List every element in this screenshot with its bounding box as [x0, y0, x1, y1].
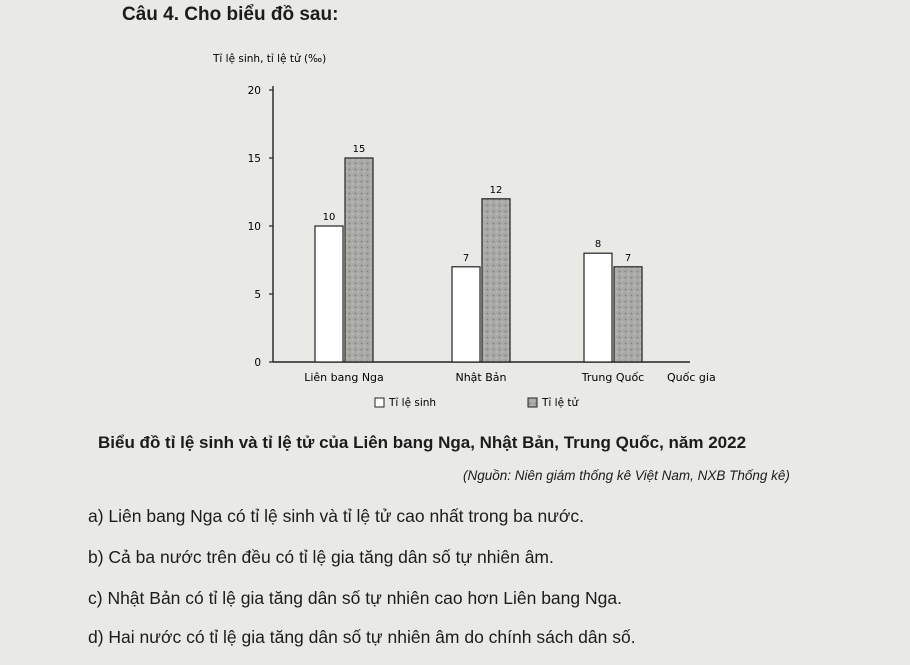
y-tick-label-2: 10 [247, 221, 261, 233]
x-tick-label-0: Liên bang Nga [304, 371, 384, 384]
bar-1-0 [452, 267, 480, 362]
y-tick-label-0: 0 [254, 357, 261, 369]
question-title: Câu 4. Cho biểu đồ sau: [122, 4, 339, 25]
y-tick-label-3: 15 [247, 153, 261, 165]
chart-caption: Biểu đồ tỉ lệ sinh và tỉ lệ tử của Liên bang Nga, Nhật Bản, Trung Quốc, năm 2022 [98, 433, 747, 452]
data-label-1-0: 7 [462, 252, 470, 264]
bar-2-1 [614, 267, 642, 362]
bar-1-1 [482, 199, 510, 362]
legend-label-0: Tỉ lệ sinh [389, 397, 437, 409]
chart-source: (Nguồn: Niên giám thống kê Việt Nam, NXB Thống kê) [463, 468, 790, 483]
data-label-1-1: 12 [489, 184, 503, 196]
bar-0-1 [345, 158, 373, 362]
statement-d: d) Hai nước có tỉ lệ gia tăng dân số tự nhiên âm do chính sách dân số. [88, 627, 636, 647]
data-label-0-1: 15 [352, 144, 366, 155]
y-axis-title: Tỉ lệ sinh, tỉ lệ tử (‰) [213, 53, 327, 65]
x-tick-label-1: Nhật Bản [455, 371, 507, 384]
data-label-2-1: 7 [624, 252, 632, 264]
bar-2-0 [584, 253, 612, 362]
y-tick-label-1: 5 [254, 289, 261, 301]
legend-label-1: Tỉ lệ tử [542, 397, 579, 409]
x-axis-title: Quốc gia [667, 371, 716, 384]
statement-c: c) Nhật Bản có tỉ lệ gia tăng dân số tự nhiên cao hơn Liên bang Nga. [88, 588, 622, 608]
x-tick-label-2: Trung Quốc [581, 371, 645, 384]
legend-swatch-1 [528, 398, 537, 407]
data-label-2-0: 8 [594, 239, 602, 251]
data-label-0-0: 10 [322, 212, 336, 223]
bar-0-0 [315, 226, 343, 362]
statement-b: b) Cả ba nước trên đều có tỉ lệ gia tăng dân số tự nhiên âm. [88, 547, 554, 567]
y-tick-label-4: 20 [247, 85, 261, 97]
statement-a: a) Liên bang Nga có tỉ lệ sinh và tỉ lệ tử cao nhất trong ba nước. [88, 506, 585, 526]
legend-swatch-0 [375, 398, 384, 407]
